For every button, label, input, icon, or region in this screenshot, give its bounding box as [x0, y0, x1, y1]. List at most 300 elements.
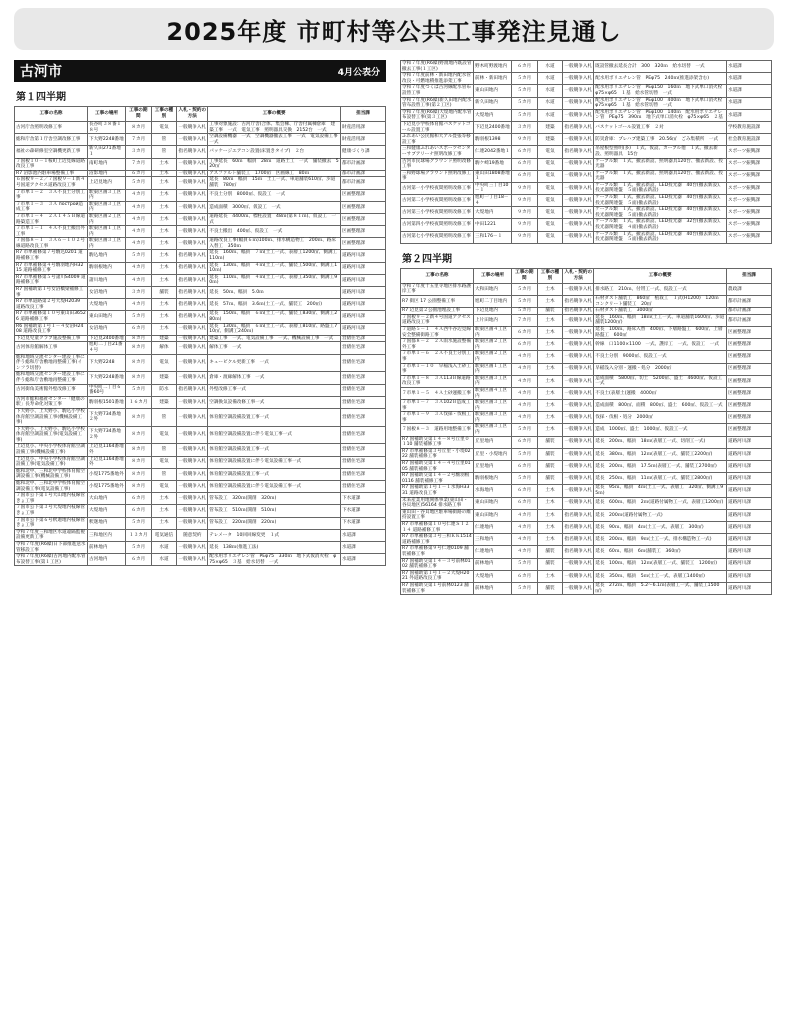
cell-type: 電気	[537, 170, 563, 182]
th-method: 入札・契約の方法	[177, 107, 208, 122]
cell-summary: 排水路工 210ｍ、付帯工一式、仮設工一式	[594, 283, 727, 295]
cell-method: 指名競争入札	[177, 384, 208, 396]
cell-period: ５カ月	[511, 558, 537, 570]
cell-method: 一般競争入札	[563, 582, 594, 594]
cell-method: 一般競争入札	[563, 400, 594, 412]
cell-period: ４カ月	[511, 546, 537, 558]
cell-name: R7 街区 17 公園整備工事	[401, 296, 474, 308]
cell-place: 下大野2248番地	[88, 372, 126, 384]
cell-summary: 延長 200ｍ(道路付属物工一式)	[594, 509, 727, 521]
cell-summary: ケーブル類 １式、撤去新設、LED投光器 40台(撤去新設)、投光器関連盤 ５面(撤去新設)	[594, 195, 727, 207]
cell-place: 大和田地内	[474, 283, 512, 295]
cell-type: 解体	[151, 342, 177, 354]
cell-dept: 道路河川課	[726, 509, 771, 521]
cell-name: ７国都８－１ ３Ａ６－１０２号線道路改良工事	[15, 238, 88, 250]
cell-method: 一般競争入札	[563, 473, 594, 485]
cell-place: 駅東区画１工区内	[474, 363, 512, 375]
cell-dept: 道路河川課	[726, 461, 771, 473]
cell-place: 上片田地内	[474, 314, 512, 326]
table-row	[401, 121, 772, 133]
cell-summary: 延長 200ｍ、幅員 9ｍ(土工一式、排水構造物工一式)	[594, 534, 727, 546]
cell-summary: 早稲浅入分別・運搬・処分 2000㎡	[594, 363, 727, 375]
cell-dept: 都市計画課	[340, 158, 385, 170]
cell-dept: 水道課	[726, 85, 771, 97]
table-row	[15, 311, 386, 323]
cell-type: 土木	[151, 170, 177, 177]
cell-summary: 延長 100ｍ、幅員 12ｍ(表層工一式、舗装工 1200㎡)	[594, 558, 727, 570]
cell-name: 総和北中、三和北中学校体育館空調設備工事(機械設備工事)	[15, 468, 88, 480]
cell-place: 駅東区画３工区内	[474, 375, 512, 387]
cell-place: 旭町一丁目18－４	[474, 195, 512, 207]
cell-place: 駒羽根1501番地	[88, 396, 126, 408]
cell-type: 建築	[537, 121, 563, 133]
cell-name: ７市単１－３ ３Ａ построй造成工事	[15, 201, 88, 213]
cell-method: 一般競争入札	[177, 226, 208, 238]
cell-name: 令和７年度(R6繰)大堤地内配水管布設替工事(第３工区)	[401, 109, 474, 121]
cell-method: 一般競争入札	[563, 436, 594, 448]
cell-name: 東山田・谷貝地区駐車場街路の維持設置工事	[401, 509, 474, 521]
cell-name: R7 市単補修第１０号仁連ＳＩ２１４ 道路補修工事	[401, 521, 474, 533]
cell-place: 駅東区画２工区内	[474, 339, 512, 351]
cell-summary: 幹線 口1100×1100 一式、護岸工 一式、仮設工 一式	[594, 339, 727, 351]
cell-method: 一般競争入札	[563, 85, 594, 97]
cell-method: 一般競争入札	[563, 109, 594, 121]
cell-name: R7 市単補修第７号駒込0201 道路補修工事	[15, 250, 88, 262]
cell-type: 管	[151, 444, 177, 456]
cell-summary: 体育館空調設備設置工事一式	[208, 468, 341, 480]
cell-summary: 空調換気設備改修工事一式	[208, 396, 341, 408]
cell-period: ５カ月	[511, 473, 537, 485]
cell-summary: バスケットゴール設置工事 ２対	[594, 121, 727, 133]
cell-method: 指名競争入札	[563, 509, 594, 521]
cell-name: 令和７年度(R6繰)野渡地内既設管撤去工事(１工区)	[401, 61, 474, 73]
cell-place: 仁連地内	[474, 521, 512, 533]
cell-type: 土木	[537, 339, 563, 351]
th-summary: 工事の概要	[208, 107, 341, 122]
cell-summary: 外壁改修工事一式	[208, 384, 341, 396]
cell-type: 土木	[151, 311, 177, 323]
cell-type: 水道	[537, 85, 563, 97]
th-dept: 担当課	[340, 107, 385, 122]
cell-place: 前林地内	[474, 582, 512, 594]
cell-summary: 造成 1000㎡、盛土 1000㎡、仮設工一式	[594, 424, 727, 436]
cell-method: 指名競争入札	[563, 121, 594, 133]
cell-dept: 水道課	[726, 109, 771, 121]
cell-name: 古河第一小学校夜間照明改修工事	[401, 182, 474, 194]
cell-place: 古河地内	[88, 554, 126, 566]
table-row	[15, 384, 386, 396]
table-row	[401, 582, 772, 594]
cell-place: 下辺見2400番地	[474, 121, 512, 133]
cell-period: ６カ月	[511, 436, 537, 448]
cell-type: 水道	[537, 61, 563, 73]
cell-summary: 道路改良工事(幅員６ｍ)100ｍ、排水構造物工 200ｍ、路床入替工 350ｍ	[208, 238, 341, 250]
cell-place: 丘里地内	[474, 461, 512, 473]
table-row	[401, 182, 772, 194]
cell-period: ５カ月	[511, 296, 537, 308]
cell-method: 一般競争入札	[178, 335, 207, 341]
cell-dept: 道路河川課	[726, 582, 771, 594]
cell-place: 前林地内	[88, 541, 126, 553]
cell-name: ７市単１－９ ３Ａ伐採・伐根工事	[401, 412, 474, 424]
left-column	[14, 60, 386, 1018]
cell-name: ７国板１０－１桜町上辺見線道路改良工事	[15, 158, 88, 170]
cell-type: 土木	[151, 505, 177, 517]
cell-method: 指名競争入札	[177, 146, 208, 158]
cell-dept: 下水道課	[340, 517, 385, 529]
table-row	[401, 314, 772, 326]
cell-summary: 配水用ポリエチレン管 PEφ100 140ｍ 配水用ポリエチレン管 PEφ75 390ｍ 地下式単口消火栓 φ75×φ65 ２基	[594, 109, 727, 121]
cell-period: ６カ月	[511, 497, 537, 509]
cell-dept: 道路河川課	[726, 521, 771, 533]
cell-summary: 延長 50ｍ、幅員 5.0ｍ	[208, 287, 341, 299]
cell-dept: 下水道課	[340, 505, 385, 517]
cell-type: 舗装	[537, 448, 563, 460]
cell-summary: 延長 200ｍ、幅員 17.5ｍ(表層工一式、舗装工2700㎡)	[594, 461, 727, 473]
cell-dept: 区画整理課	[726, 326, 771, 338]
cell-name: ７国市公下第１号大山地内枝線管きょ工事	[15, 493, 88, 505]
cell-dept: 都市計画課	[340, 177, 385, 189]
cell-dept: スポーツ振興課	[726, 146, 771, 158]
cell-type: 管	[151, 146, 177, 158]
cell-dept: 水道課	[340, 554, 385, 566]
cell-period: ４カ月	[125, 274, 151, 286]
cell-type: 土木	[537, 400, 563, 412]
table-row	[401, 521, 772, 533]
cell-name: 上辺見小、中央小学校体育館空調設備工事(電気設備工事)	[15, 456, 88, 468]
cell-dept: 都市計画課	[726, 308, 771, 315]
cell-method: 一般競争入札	[563, 326, 594, 338]
cell-summary: 体育館空調設備設置工事一式	[208, 408, 341, 426]
cell-place: 新久田271番地１	[88, 146, 126, 158]
cell-period: ６カ月	[125, 493, 151, 505]
cell-summary: 建築工事 一式、電気設備工事 一式、機械設備工事 一式	[208, 335, 341, 342]
table-row	[401, 412, 772, 424]
table-row	[15, 189, 386, 201]
cell-type: 電気	[151, 456, 177, 468]
cell-place: 中央町二丁目６番60号	[88, 384, 126, 396]
cell-type: 電気	[537, 146, 563, 158]
cell-name: ７市単１－１０ 早稲浅入土砂工事	[401, 363, 474, 375]
cell-name: 令和７年度(R6繰)古河地内配水管布設替工事(第１工区)	[15, 554, 88, 566]
table-row	[15, 177, 386, 189]
table-row	[401, 375, 772, 387]
cell-summary: 延長 200ｍ、幅員 18ｍ(表層工一式、切削工一式)	[594, 436, 727, 448]
cell-place: 三和176－１	[474, 231, 512, 243]
table-row	[401, 400, 772, 412]
cell-place: 駒羽根地内	[88, 262, 126, 274]
cell-period: ９カ月	[511, 231, 537, 243]
table-row	[15, 226, 386, 238]
cell-period: ４カ月	[511, 363, 537, 375]
cell-type: 電気	[537, 182, 563, 194]
cell-dept: 営繕住宅課	[340, 342, 385, 354]
cell-period: ６カ月	[125, 505, 151, 517]
cell-method: 一般競争入札	[563, 170, 594, 182]
cell-dept: 都市計画課	[726, 296, 771, 308]
cell-method: 指名競争入札	[563, 146, 594, 158]
cell-period: ５カ月	[511, 97, 537, 109]
cell-dept: 健康づくり課	[340, 146, 385, 158]
table-row	[15, 146, 386, 158]
cell-method: 一般競争入札	[177, 122, 208, 134]
cell-name: R7 国補助交第１４－４号丘里0105 舗装補修工事	[401, 461, 474, 473]
cell-type: 土木	[151, 517, 177, 529]
cell-name: R7 国補助第１号１－２大堤H2021 外道路改良工事	[401, 570, 474, 582]
cell-place: 駅東区画４工区内	[474, 326, 512, 338]
cell-place: 小堤1775番地外	[88, 468, 126, 480]
cell-method: 一般競争入札	[177, 372, 208, 384]
table-row	[401, 308, 772, 315]
cell-summary: 延長 380ｍ、幅員 12ｍ(表層工一式、舗装工2200㎡)	[594, 448, 727, 460]
cell-place: 東山田地内	[88, 311, 126, 323]
cell-name: R7 辺見第２公園池埋設工事	[401, 308, 474, 315]
cell-type: 土木	[537, 570, 563, 582]
cell-type: 土木	[537, 509, 563, 521]
cell-dept: 営繕住宅課	[340, 335, 385, 342]
th-name: 工事の名称	[15, 107, 88, 122]
city-name: 古河市	[20, 64, 62, 80]
cell-type: 土木	[537, 326, 563, 338]
cell-name: R7 国補助第１号女沼橋梁補修工事	[15, 287, 88, 299]
cell-summary: 造成面積 5800㎡、切土 5200㎡、盛土 4600㎡、仮設工一式	[594, 375, 727, 387]
cell-place: 女沼地内	[88, 287, 126, 299]
cell-place: 東山田1808番地１	[475, 170, 510, 182]
cell-summary: ケーブル類 １式、撤去新設、照明器具120台、撤去新設、投光器	[594, 158, 727, 170]
cell-type: 建築	[151, 372, 177, 384]
cell-type: 管	[151, 468, 177, 480]
table-row	[401, 424, 772, 436]
cell-period: ６カ月	[511, 339, 537, 351]
cell-method: 一般競争入札	[177, 481, 208, 493]
cell-method: 一般競争入札	[563, 497, 594, 509]
cell-period: ６カ月	[511, 158, 537, 170]
cell-method: 一般競争入札	[177, 468, 208, 480]
cell-period: ５カ月	[125, 311, 151, 323]
cell-method: 一般競争入札	[563, 351, 594, 363]
cell-type: 土木	[537, 314, 563, 326]
table-row	[401, 448, 772, 460]
cell-summary: ケーブル類 １式、撤去新設、LED投光器 40台(撤去新設)、投光器関連盤 ５面(撤去新設)	[594, 231, 727, 243]
cell-method: 一般競争入札	[177, 134, 208, 146]
table-row	[15, 250, 386, 262]
cell-period: ３カ月	[125, 146, 151, 158]
cell-period: ４カ月	[125, 201, 151, 213]
cell-period: ５カ月	[511, 73, 537, 85]
cell-dept: 学校教育施設課	[726, 121, 771, 133]
cell-summary: パッケージエアコン設置(床置きタイプ) ２台	[208, 146, 341, 158]
cell-summary: 延長 250ｍ、幅員 11ｍ(表層工一式、舗装工2800㎡)	[594, 473, 727, 485]
cell-summary: 倉庫・渡廊解体工事 一式	[208, 372, 341, 384]
cell-type: 土木	[151, 274, 177, 286]
cell-method: 指名競争入札	[563, 521, 594, 533]
cell-method: 一般競争入札	[177, 189, 208, 201]
cell-type: 土木	[151, 238, 177, 250]
cell-name: R7 市単補修第１０号東山田36526 道路補修工事	[16, 311, 86, 322]
table-row	[401, 461, 772, 473]
cell-method: 一般競争入札	[177, 456, 208, 468]
table-row	[15, 238, 386, 250]
cell-type: 舗装	[537, 473, 563, 485]
table-row	[401, 546, 772, 558]
table-row	[15, 396, 386, 408]
cell-type: 土木	[537, 497, 563, 509]
cell-summary: キュービクル更新工事 一式	[208, 354, 341, 372]
cell-place: 駅東区画２工区内	[474, 351, 512, 363]
q2-table	[400, 268, 772, 595]
table-row	[401, 283, 772, 295]
cell-method: 指名競争入札	[563, 546, 594, 558]
cell-place: 下大野2248	[88, 354, 126, 372]
cell-method: 一般競争入札	[563, 134, 594, 146]
cell-summary: 体育館空調設備設置に伴う電気工事一式	[208, 426, 341, 444]
cell-dept: 営繕住宅課	[340, 384, 385, 396]
cell-period: ５カ月	[511, 85, 537, 97]
cell-type: 土木	[151, 158, 177, 170]
cell-place: 諸川地内	[88, 274, 126, 286]
cell-summary: 空調設備機器 一式 空調機器撤去工事 一式 電気設備工事 一式	[209, 134, 343, 145]
table-row	[15, 481, 386, 493]
cell-dept: 区画整理課	[726, 424, 771, 436]
cell-dept: 区画整理課	[726, 351, 771, 363]
cell-name: 古河庁舎照明改修工事	[15, 122, 88, 134]
cell-type: 水道	[537, 109, 563, 121]
cell-place: 中田1221	[474, 219, 512, 231]
cell-type: 土木	[151, 189, 177, 201]
cell-type: 電気	[151, 481, 177, 493]
cell-dept: 道路河川課	[340, 323, 385, 335]
cell-period: ６カ月	[511, 170, 537, 182]
cell-name: 古河第七小学校夜間照明改修工事	[401, 231, 474, 243]
cell-summary: 伐採・伐根・処分 2000㎡	[594, 412, 727, 424]
cell-method: 一般競争入札	[563, 283, 594, 295]
cell-summary: 造成面積 800㎡、面積 800㎡、盛土 600㎡、仮設工一式	[594, 400, 727, 412]
table-row	[401, 497, 772, 509]
cell-method: 随意契約	[177, 529, 208, 541]
cell-period: ８カ月	[125, 342, 151, 354]
cell-dept: 財産活用課	[340, 134, 385, 146]
cell-period: ４カ月	[125, 299, 151, 311]
cell-period: ４カ月	[511, 387, 537, 399]
cell-period: ３カ月	[125, 287, 151, 299]
cell-name: ７市単１－６ ２Ａ不良土分別工事	[401, 351, 474, 363]
cell-name: ７国市公下第３号大堤地内枝線管きょ工事	[15, 505, 88, 517]
cell-dept: スポーツ振興課	[726, 195, 771, 207]
cell-dept: 営繕住宅課	[340, 396, 385, 408]
cell-dept: スポーツ振興課	[726, 231, 771, 243]
cell-method: 一般競争入札	[177, 396, 208, 408]
cell-dept: 区画整理課	[340, 213, 385, 225]
cell-dept: 道路河川課	[340, 262, 385, 274]
cell-dept: 道路河川課	[340, 311, 385, 323]
cell-place: 駒ケ崎19番地	[474, 158, 512, 170]
table-row	[15, 354, 386, 372]
cell-name: R7 国補助交第１４－３号前林0102 舗装補修工事	[401, 558, 474, 570]
cell-period: ６カ月	[125, 323, 151, 335]
table-row	[401, 363, 772, 375]
cell-summary: 配水用ポリエチレン管 PEφ75 240ｍ(推進添架含む)	[594, 73, 727, 85]
cell-method: 指名競争入札	[177, 250, 208, 262]
cell-method: 一般競争入札	[563, 412, 594, 424]
cell-period: ８カ月	[125, 354, 151, 372]
cell-period: ６カ月	[511, 485, 537, 497]
cell-name: R7 市単補修第９号仁連0109 舗装補修工事	[401, 546, 474, 558]
cell-period: ９カ月	[511, 134, 537, 146]
cell-method: 指名競争入札	[177, 274, 208, 286]
cell-period: ８カ月	[125, 481, 151, 493]
cell-summary: 管布設工 510ｍ(開削 510ｍ)	[208, 505, 341, 517]
cell-summary: 配水用ポリエチレン管 PEφ75 330ｍ 地下式仮消火栓 φ75×φ65 ３基 給水切替 一式	[208, 554, 341, 566]
table-row	[15, 170, 386, 177]
cell-dept: 営繕住宅課	[340, 354, 385, 372]
th-method: 入札・契約の方法	[563, 268, 594, 283]
table-row	[15, 554, 386, 566]
table-row	[401, 231, 772, 243]
table-row	[401, 158, 772, 170]
table-row	[15, 274, 386, 286]
cell-name: 古河市総和福祉センター「健康の駅」長寿命化対策工事	[15, 396, 88, 408]
table-row	[401, 351, 772, 363]
cell-type: 電気	[537, 207, 563, 219]
cell-period: ８カ月	[125, 426, 151, 444]
cell-summary: 延長 138ｍ(推進工法)	[208, 541, 341, 553]
table-row	[401, 61, 772, 73]
table-row	[401, 207, 772, 219]
cell-name: 古河第二小学校夜間照明改修工事	[401, 195, 474, 207]
cell-period: ５カ月	[511, 582, 537, 594]
cell-dept: 営繕住宅課	[340, 408, 385, 426]
cell-summary: 管布設工 220ｍ(開削 220ｍ)	[208, 517, 341, 529]
cell-summary: 延長 130ｍ、幅員 ４ｍ(土工一式、舗装工500㎡、側溝工110ｍ)	[208, 262, 341, 274]
cell-period: ６カ月	[511, 461, 537, 473]
cell-name: R7 市単道路第２号大堤H2039 道路改良工事	[15, 299, 88, 311]
cell-method: 指名競争入札	[177, 287, 208, 299]
cell-name: 下大野小、上大野小、駒込小学校体育館空調設備工事(電気設備工事)	[15, 426, 88, 444]
cell-name: ７市単１－５ ４Ａ土砂運搬工事	[401, 387, 474, 399]
cell-type: 土木	[537, 485, 563, 497]
table-row	[15, 493, 386, 505]
cell-type: 土木	[537, 363, 563, 375]
cell-type: 電気	[537, 158, 563, 170]
cell-type: 土木	[151, 250, 177, 262]
cell-name: 総和庁舎第１庁舎空調改修工事	[15, 134, 88, 146]
cell-type: 土木	[537, 424, 563, 436]
cell-method: 一般競争入札	[177, 444, 208, 456]
table-row	[401, 509, 772, 521]
table-row	[15, 201, 386, 213]
cell-period: ９カ月	[511, 195, 537, 207]
cell-period: ８カ月	[125, 468, 151, 480]
cell-place: 丘里・小堤地内	[474, 448, 512, 460]
cell-method: 一般競争入札	[563, 448, 594, 460]
cell-place: 上辺見1164番地外	[89, 444, 124, 456]
cell-period: ８カ月	[125, 456, 151, 468]
cell-place: 大堤地内	[474, 207, 512, 219]
cell-period: ４カ月	[125, 226, 151, 238]
table-row	[401, 73, 772, 85]
cell-period: １３カ月	[125, 529, 151, 541]
cell-method: 一般競争入札	[178, 170, 207, 176]
cell-place: 旭町二丁目地内	[474, 296, 512, 308]
cell-summary: ケーブル類 １式、撤去新設、LED投光器 40台(撤去新設)、投光器関連盤 ５面(撤去新設)	[594, 207, 727, 219]
cell-summary: 延長 160ｍ、幅員 18ｍ(土工一式、車道舗装1600㎡、歩道舗装1200㎡)	[594, 314, 727, 326]
cell-period: ５カ月	[125, 177, 151, 189]
cell-summary: 延長 150ｍ、幅員 ６ｍ(土工一式、舗装工830㎡、側溝工280ｍ)	[208, 311, 341, 323]
cell-dept: 営繕住宅課	[340, 481, 385, 493]
cell-name: ７市単１－４ ２Ａ１４５Ｂ線道路築造工事	[15, 213, 88, 225]
table-header-row	[401, 268, 772, 283]
cell-period: ５カ月	[125, 517, 151, 529]
